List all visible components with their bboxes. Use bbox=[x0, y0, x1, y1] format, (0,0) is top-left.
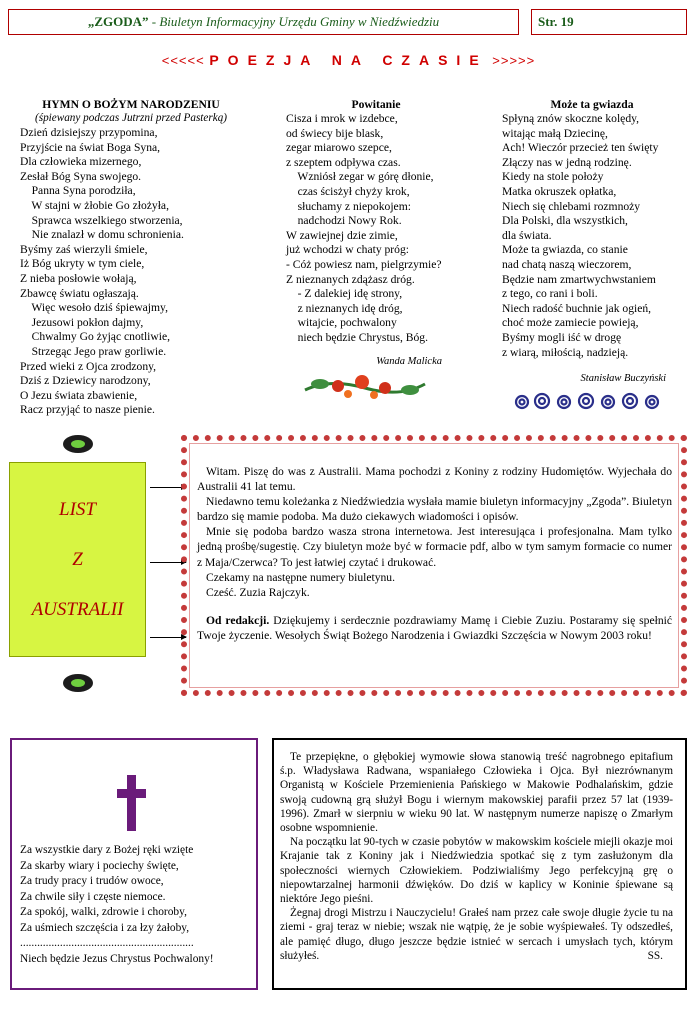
poem-powitanie-text: Cisza i mrok w izdebce, od świecy bije blask, zegar miarowo szepce, z szeptem odpływa czas. Wzniósł zegar w górę dłonie, czas ścisżył chyży krok, słuchamy z niepokojem: nadchodzi Nowy Rok. W zawiejnej dzie zimie, już wchodzi w chaty próg: - Cóż powiesz nam, pielgrzymie? Z nieznanych zdążasz dróg. - Z dalekiej idę strony, z nieznanych idę dróg, witajcie, pochwalony niech będzie Chrystus, Bóg. bbox=[286, 112, 442, 344]
letter-paragraph: Czekamy na następne numery biuletynu. bbox=[206, 570, 395, 584]
obituary-paragraph: Żegnaj drogi Mistrzu i Nauczycielu! Grałeś nam przez całe swoje długie życie tu na ziemi - graj teraz w niebie; wszak nie wątpię, że je sobie wyśpiewałeś. Ty odszedłeś, ale pamięć długo, długo jeszcze będzie istnieć w sercach i umysłach tych, którym służyłeś. SS. bbox=[280, 907, 673, 962]
header-title-box bbox=[8, 9, 519, 35]
prayer-text: Za wszystkie dary z Bożej ręki wzięte Za skarby wiary i pociechy święte, Za trudy pracy i trudów owoce, Za chwile siły i częste niemoce. Za spokój, walki, zdrowie i choroby, Za uśmiech szczęścia i za łzy żałoby, ............................................................. Niech będzie Jezus Chrystus Pochwalony! bbox=[20, 844, 214, 965]
page-number: Str. 19 bbox=[538, 14, 574, 29]
section-title: <<<<< POEZJA NA CZASIE >>>>> bbox=[161, 52, 536, 68]
poem-hymn-subtitle: (śpiewany podczas Jutrzni przed Pasterką) bbox=[34, 112, 228, 124]
poem-gwiazda-author: Stanisław Buczyński bbox=[580, 373, 666, 384]
letter-paragraph: Mnie się podoba bardzo wasza strona internetowa. Jest interesująca i profesjonalna. Mam tylko jedną prośbę/sugestię. Czy biuletyn może być w formacie pdf, albo w tym samym formacie co numer z Maja/Czerwca? To jest łatwiej czytać i drukować. bbox=[197, 525, 672, 569]
poem-powitanie-title: Powitanie bbox=[351, 98, 401, 111]
letter-paragraph: Witam. Piszę do was z Australii. Mama pochodzi z Koniny z rodziny Hudomiętów. Wyjechała do Australii 41 lat temu. bbox=[197, 465, 672, 494]
list-box-line3: AUSTRALII bbox=[31, 599, 124, 620]
leaf-top-icon bbox=[60, 433, 96, 455]
editor-note: Od redakcji. Dziękujemy i serdecznie pozdrawiamy Mamę i Ciebie Zuziu. Postaramy się spełnić Twoje życzenie. Wesołych Świąt Bożego Narodzenia i Gwiazdki Szczęścia w Nowym 2003 roku! bbox=[197, 613, 672, 642]
poem-gwiazda-title: Może ta gwiazda bbox=[550, 98, 634, 111]
letter-content bbox=[197, 464, 672, 643]
leaf-bottom-icon bbox=[60, 672, 96, 694]
section-title-text: POEZJA NA CZASIE bbox=[209, 52, 488, 68]
obituary-paragraph: Te przepiękne, o głębokiej wymowie słowa stanowią treść nagrobnego epitafium ś.p. Władysława Radwana, wspaniałego Człowieka i Ojca. Był niezrównanym Organistą w Kościele Przemienienia Pańskiego w Makowie Podhalańskim, gdzie swoją cudowną grą służył Bogu i wiernym makowskiej parafii przez 57 lat (1939-1996). Zmarł w sierpniu w wieku 90 lat. W następnym numerze napiszę o Zmarłym osobne wspomnienie. bbox=[280, 751, 673, 835]
flower-garland-icon bbox=[300, 370, 430, 402]
poem-hymn-text: Dzień dzisiejszy przypomina, Przyjście na świat Boga Syna, Dla człowieka mizernego, Zesłał Bóg Syna swojego. Panna Syna porodziła, W stajni w żłobie Go złożyła, Sprawca wszelkiego stworzenia, Nie znalazł w domu schronienia. Byśmy zaś wierzyli śmiele, Iż Bóg ukryty w tym ciele, Z nieba posłowie wołają, Zbawcę światu ogłaszają. Więc wesoło dziś śpiewajmy, Jezusowi pokłon dajmy, Chwalmy Go żyjąc cnotliwie, Strzegąc Jego praw gorliwie. Przed wieki z Ojca zrodzony, Dziś z Dziewicy narodzony, O Jezu świata zbawienie, Racz przyjąć to nasze pienie. bbox=[20, 126, 184, 417]
list-box-line2: Z bbox=[72, 549, 83, 570]
letter-paragraph: Niedawno temu koleżanka z Niedźwiedzia wysłała mamie biuletyn informacyjny „Zgoda”. Biuletyn bardzo się mamie podoba. Ma dużo ciekawych wiadomości i opisów. bbox=[197, 495, 672, 524]
poem-powitanie-author: Wanda Malicka bbox=[376, 356, 442, 367]
list-box-line1: LIST bbox=[59, 499, 96, 520]
letter-paragraph: Cześć. Zuzia Rajczyk. bbox=[206, 585, 310, 599]
poem-gwiazda-text: Spłyną znów skoczne kolędy, witając małą Dziecinę, Ach! Wieczór przecież ten święty Złączy nas w jedną rodzinę. Kiedy na stole położy Matka okruszek opłatka, Niech się chlebami rozmnoży Dla Polski, dla wszystkich, dla świata. Może ta gwiazda, co stanie nad chatą naszą wieczorem, Będzie nam zmartwychwstaniem z tego, co rani i boli. Niech radość buchnie jak ogień, choć może zamiecie powieją, Byśmy mogli iść w drogę z wiarą, miłością, nadzieją. bbox=[502, 112, 659, 359]
page-number-box bbox=[531, 9, 687, 35]
list-from-australia-box bbox=[9, 462, 146, 657]
obituary-paragraph: Na początku lat 90-tych w czasie pobytów w makowskim kościele miejli okazje moi Krajanie tak z Koniny jak i Niedźwiedzia spotkać się z tym zasłużonym dla społeczności wiernych Człowiekiem. Podziwialiśmy Jego perfekcyjną grę o niepowtarzalnej harmonii dźwięków. Do dziś w kaplicy w Koninie śpiewane są niektóre Jego pieśni. bbox=[280, 836, 673, 906]
poem-hymn-title: HYMN O BOŻYM NARODZENIU bbox=[42, 98, 220, 111]
cross-icon-arm bbox=[117, 789, 146, 798]
obituary-signature: SS. bbox=[647, 949, 663, 962]
cross-icon bbox=[127, 775, 136, 831]
obituary-content bbox=[280, 750, 673, 963]
swirl-ornament-icon bbox=[512, 390, 677, 412]
header-title: „ZGODA” - Biuletyn Informacyjny Urzędu Gminy w Niedźwiedziu bbox=[87, 14, 440, 29]
